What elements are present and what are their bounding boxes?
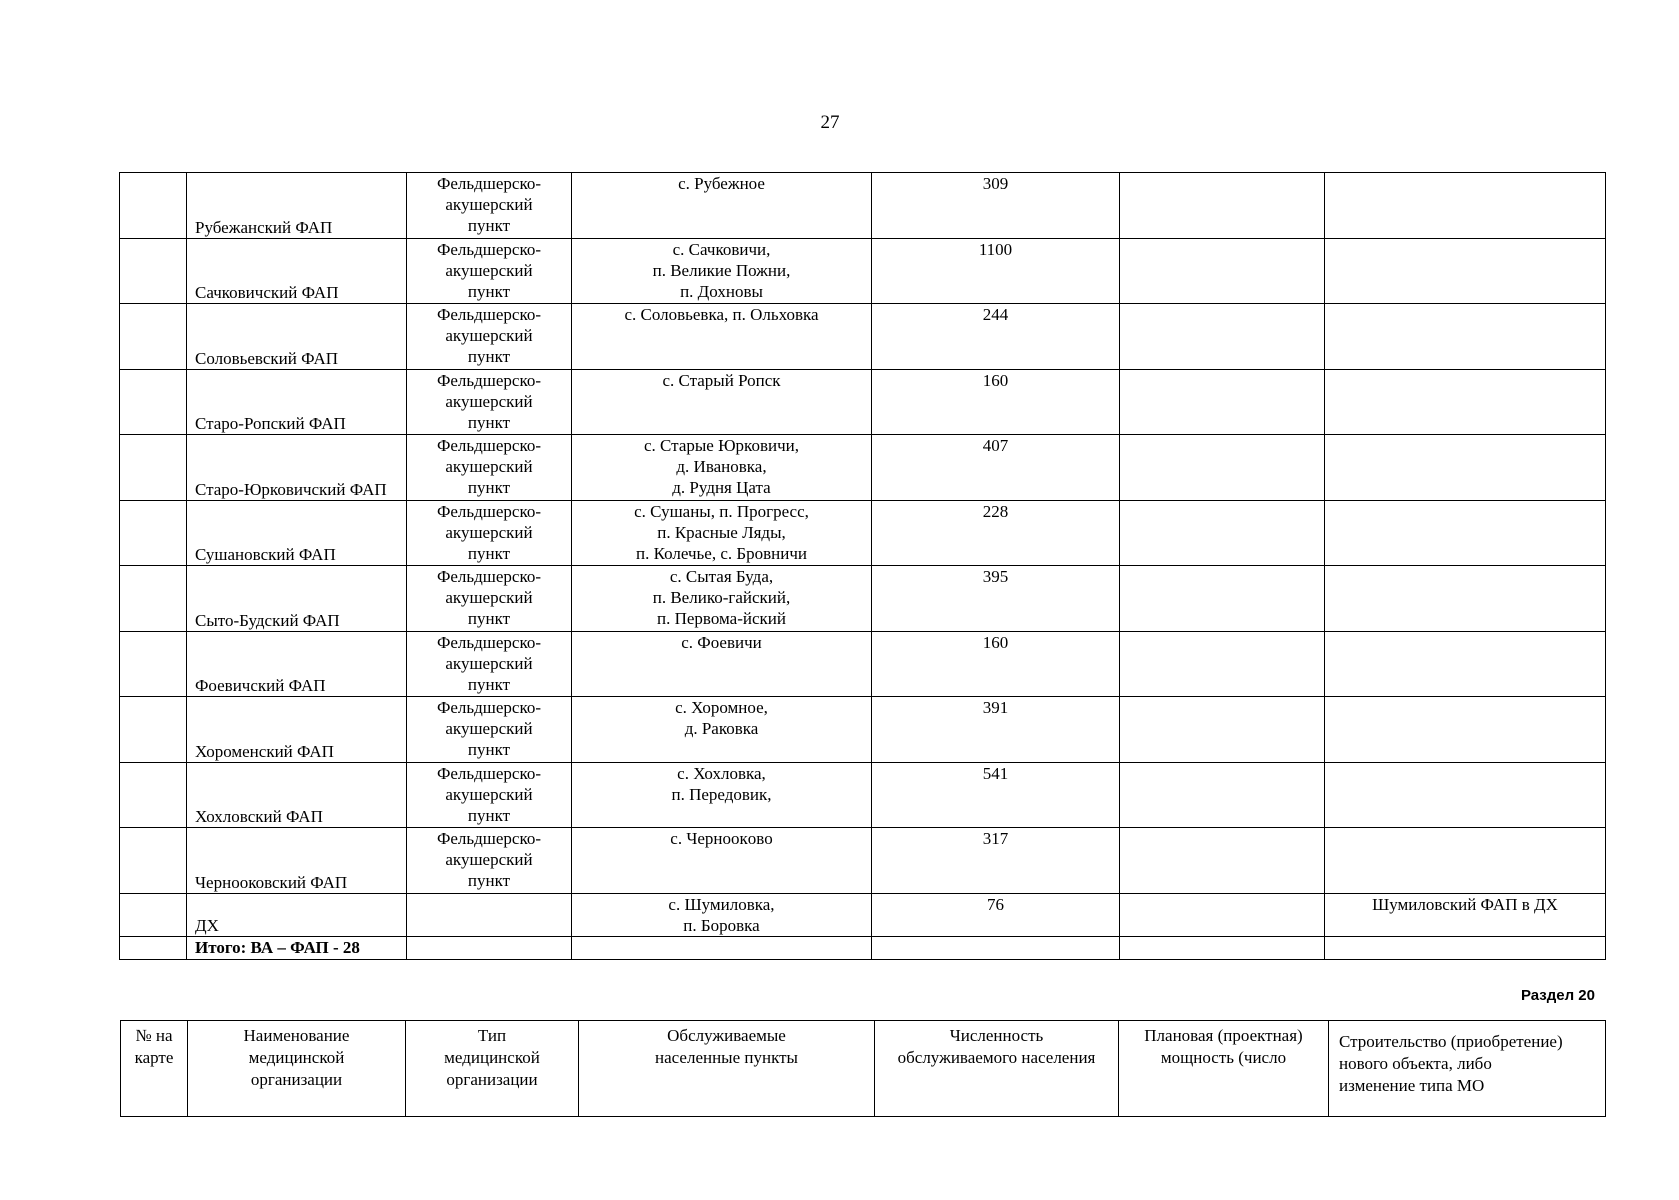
cell-line: п. Дохновы: [680, 281, 763, 301]
cell-places: [572, 500, 872, 566]
header-population: [875, 1021, 1119, 1117]
cell-line: акушерский: [445, 850, 533, 869]
header-map-no: [121, 1021, 188, 1117]
cell-line: д. Раковка: [684, 719, 759, 738]
cell-line: акушерский: [445, 195, 533, 214]
cell-line: с. Фоевичи: [681, 632, 762, 652]
header-org-name: [188, 1021, 406, 1117]
cell-population: 541: [872, 762, 1120, 828]
cell-line: Фельдшерско-: [436, 632, 542, 652]
cell-line: пункт: [467, 543, 511, 563]
cell-org-name: Фоевичский ФАП: [187, 631, 407, 697]
cell-org-name: ДХ: [187, 893, 407, 936]
cell-map-no: [120, 500, 187, 566]
cell-line: с. Сачковичи,: [672, 239, 771, 259]
total-row: [120, 936, 1606, 959]
cell-line: с. Рубежное: [678, 174, 765, 193]
cell-build: [1325, 566, 1606, 632]
cell-map-no: [120, 173, 187, 239]
table-row: [120, 566, 1606, 632]
cell-line: № на: [135, 1026, 173, 1045]
cell-line: Плановая (проектная): [1144, 1026, 1303, 1045]
cell-capacity: [1120, 304, 1325, 370]
column-header-table: [120, 1020, 1606, 1117]
cell-population: 160: [872, 369, 1120, 435]
cell-build: [1325, 435, 1606, 501]
table-row: [120, 435, 1606, 501]
cell-org-type: [407, 762, 572, 828]
cell-places: [572, 369, 872, 435]
cell-line: Фельдшерско-: [436, 174, 542, 193]
cell-places: [572, 697, 872, 763]
cell-line: пункт: [467, 478, 511, 497]
cell-build: [1325, 304, 1606, 370]
cell-build: [1325, 762, 1606, 828]
cell-capacity: [1120, 893, 1325, 936]
cell-population: 391: [872, 697, 1120, 763]
cell-line: Фельдшерско-: [436, 567, 542, 586]
cell-line: пункт: [467, 412, 511, 432]
table-row: [120, 238, 1606, 304]
cell-line: Фельдшерско-: [436, 763, 542, 783]
cell-build: [1325, 369, 1606, 435]
cell-empty: [872, 936, 1120, 959]
cell-line: п. Боровка: [683, 915, 760, 935]
table-row: [120, 697, 1606, 763]
cell-population: 1100: [872, 238, 1120, 304]
cell-org-type: [407, 697, 572, 763]
cell-map-no: [120, 762, 187, 828]
cell-line: Фельдшерско-: [436, 436, 542, 455]
cell-population: 244: [872, 304, 1120, 370]
cell-places: [572, 762, 872, 828]
cell-map-no: [120, 828, 187, 894]
cell-build: [1325, 697, 1606, 763]
cell-line: пункт: [467, 609, 511, 628]
table-row: [120, 173, 1606, 239]
cell-line: Фельдшерско-: [436, 829, 542, 848]
cell-build: [1325, 173, 1606, 239]
cell-line: с. Сушаны, п. Прогресс,: [634, 501, 809, 521]
cell-line: Численность: [949, 1026, 1044, 1045]
cell-line: медицинской: [248, 1048, 345, 1067]
cell-line: акушерский: [445, 719, 533, 738]
cell-capacity: [1120, 566, 1325, 632]
cell-line: с. Хоромное,: [675, 698, 768, 717]
cell-line: с. Черноокoво: [670, 829, 773, 848]
cell-build: [1325, 500, 1606, 566]
cell-population: 309: [872, 173, 1120, 239]
cell-capacity: [1120, 173, 1325, 239]
section-label: Раздел 20: [1520, 987, 1595, 1004]
cell-population: 407: [872, 435, 1120, 501]
cell-map-no: [120, 566, 187, 632]
cell-map-no: [120, 697, 187, 763]
cell-population: 228: [872, 500, 1120, 566]
cell-org-type: [407, 369, 572, 435]
cell-map-no: [120, 893, 187, 936]
cell-line: с. Соловьевка, п. Ольховка: [624, 305, 819, 324]
cell-org-name: Сушановский ФАП: [187, 500, 407, 566]
cell-line: Фельдшерско-: [436, 305, 542, 324]
cell-line: с. Старые Юрковичи,: [644, 436, 799, 455]
cell-line: п. Велико-гайский,: [652, 588, 791, 607]
cell-empty: [1120, 936, 1325, 959]
cell-line: Фельдшерско-: [436, 698, 542, 717]
cell-places: [572, 238, 872, 304]
cell-org-type: [407, 500, 572, 566]
table-row: [120, 762, 1606, 828]
cell-line: Фельдшерско-: [436, 370, 542, 390]
cell-line: пункт: [467, 216, 511, 235]
cell-places: [572, 566, 872, 632]
cell-org-name: Старо-Ропский ФАП: [187, 369, 407, 435]
cell-line: акушерский: [445, 457, 533, 476]
cell-capacity: [1120, 369, 1325, 435]
cell-line: п. Передовик,: [671, 784, 772, 804]
cell-line: пункт: [467, 347, 511, 366]
cell-line: изменение типа МО: [1339, 1076, 1485, 1095]
cell-line: нового объекта, либо: [1339, 1054, 1492, 1073]
header-places: [579, 1021, 875, 1117]
facilities-table: [119, 172, 1606, 960]
cell-population: 395: [872, 566, 1120, 632]
page-number: 27: [820, 112, 840, 133]
cell-places: [572, 828, 872, 894]
cell-map-no: [120, 435, 187, 501]
table-row: [120, 893, 1606, 936]
cell-line: населенные пункты: [655, 1048, 798, 1067]
cell-org-name: Чернооковский ФАП: [187, 828, 407, 894]
cell-places: [572, 631, 872, 697]
cell-line: с. Сытая Буда,: [669, 567, 774, 586]
cell-line: акушерский: [445, 588, 533, 607]
cell-places: [572, 435, 872, 501]
cell-org-name: Хороменский ФАП: [187, 697, 407, 763]
cell-capacity: [1120, 435, 1325, 501]
cell-org-name: Хохловский ФАП: [187, 762, 407, 828]
cell-org-name: Рубежанский ФАП: [187, 173, 407, 239]
header-org-type: [406, 1021, 579, 1117]
cell-line: акушерский: [445, 522, 533, 542]
cell-capacity: [1120, 828, 1325, 894]
cell-line: Фельдшерско-: [436, 239, 542, 259]
cell-capacity: [1120, 238, 1325, 304]
cell-line: пункт: [467, 281, 511, 301]
cell-line: организации: [446, 1070, 538, 1089]
cell-capacity: [1120, 697, 1325, 763]
cell-places: [572, 173, 872, 239]
cell-population: 160: [872, 631, 1120, 697]
cell-line: п. Красные Ляды,: [657, 522, 786, 542]
cell-map-no: [120, 369, 187, 435]
table-row: [120, 304, 1606, 370]
cell-org-type: [407, 631, 572, 697]
cell-line: акушерский: [445, 784, 533, 804]
cell-line: п. Первома-йский: [657, 609, 786, 628]
cell-line: д. Рудня Цата: [672, 478, 771, 497]
cell-places: [572, 893, 872, 936]
cell-line: с. Хохловка,: [677, 763, 766, 783]
cell-line: пункт: [467, 740, 511, 759]
cell-population: 76: [872, 893, 1120, 936]
cell-line: медицинской: [444, 1048, 540, 1067]
cell-org-type: [407, 893, 572, 936]
cell-build: Шумиловский ФАП в ДХ: [1325, 893, 1606, 936]
header-build: [1329, 1021, 1606, 1117]
cell-line: с. Старый Ропск: [662, 370, 781, 390]
cell-map-no: [120, 631, 187, 697]
table-row: [120, 828, 1606, 894]
cell-line: Фельдшерско-: [436, 501, 542, 521]
cell-map-no: [120, 238, 187, 304]
cell-map-no: [120, 936, 187, 959]
cell-line: Тип: [477, 1026, 507, 1045]
cell-line: пункт: [467, 674, 511, 694]
cell-line: Строительство (приобретение): [1339, 1032, 1563, 1051]
cell-places: [572, 304, 872, 370]
cell-line: п. Великие Пожни,: [652, 260, 791, 280]
cell-org-name: Старо-Юрковичский ФАП: [187, 435, 407, 501]
cell-line: д. Ивановка,: [676, 457, 767, 476]
cell-line: Наименование: [243, 1026, 350, 1045]
cell-line: п. Колечье, с. Бровничи: [636, 543, 807, 563]
cell-build: [1325, 238, 1606, 304]
cell-build: [1325, 631, 1606, 697]
cell-line: пункт: [467, 871, 511, 890]
cell-population: 317: [872, 828, 1120, 894]
header-row: [121, 1021, 1606, 1117]
cell-capacity: [1120, 762, 1325, 828]
cell-org-type: [407, 304, 572, 370]
cell-line: акушерский: [445, 260, 533, 280]
table-row: [120, 500, 1606, 566]
cell-empty: [1325, 936, 1606, 959]
cell-line: организации: [250, 1070, 343, 1089]
cell-line: пункт: [467, 805, 511, 825]
cell-org-type: [407, 828, 572, 894]
header-capacity: [1119, 1021, 1329, 1117]
cell-org-name: Соловьевский ФАП: [187, 304, 407, 370]
cell-capacity: [1120, 500, 1325, 566]
cell-org-type: [407, 238, 572, 304]
cell-build: [1325, 828, 1606, 894]
cell-line: акушерский: [445, 391, 533, 411]
cell-line: с. Шумиловка,: [668, 894, 775, 914]
cell-line: обслуживаемого населения: [897, 1048, 1096, 1067]
cell-line: Обслуживаемые: [667, 1026, 786, 1045]
cell-empty: [407, 936, 572, 959]
cell-line: акушерский: [445, 653, 533, 673]
total-label: Итого: ВА – ФАП - 28: [187, 936, 407, 959]
cell-line: мощность (число: [1160, 1048, 1287, 1067]
table-row: [120, 631, 1606, 697]
cell-line: карте: [134, 1048, 174, 1067]
cell-capacity: [1120, 631, 1325, 697]
table-row: [120, 369, 1606, 435]
cell-org-name: Сачковичский ФАП: [187, 238, 407, 304]
cell-org-type: [407, 435, 572, 501]
cell-org-type: [407, 566, 572, 632]
cell-org-name: Сыто-Будский ФАП: [187, 566, 407, 632]
cell-org-type: [407, 173, 572, 239]
cell-line: акушерский: [445, 326, 533, 345]
cell-map-no: [120, 304, 187, 370]
cell-empty: [572, 936, 872, 959]
